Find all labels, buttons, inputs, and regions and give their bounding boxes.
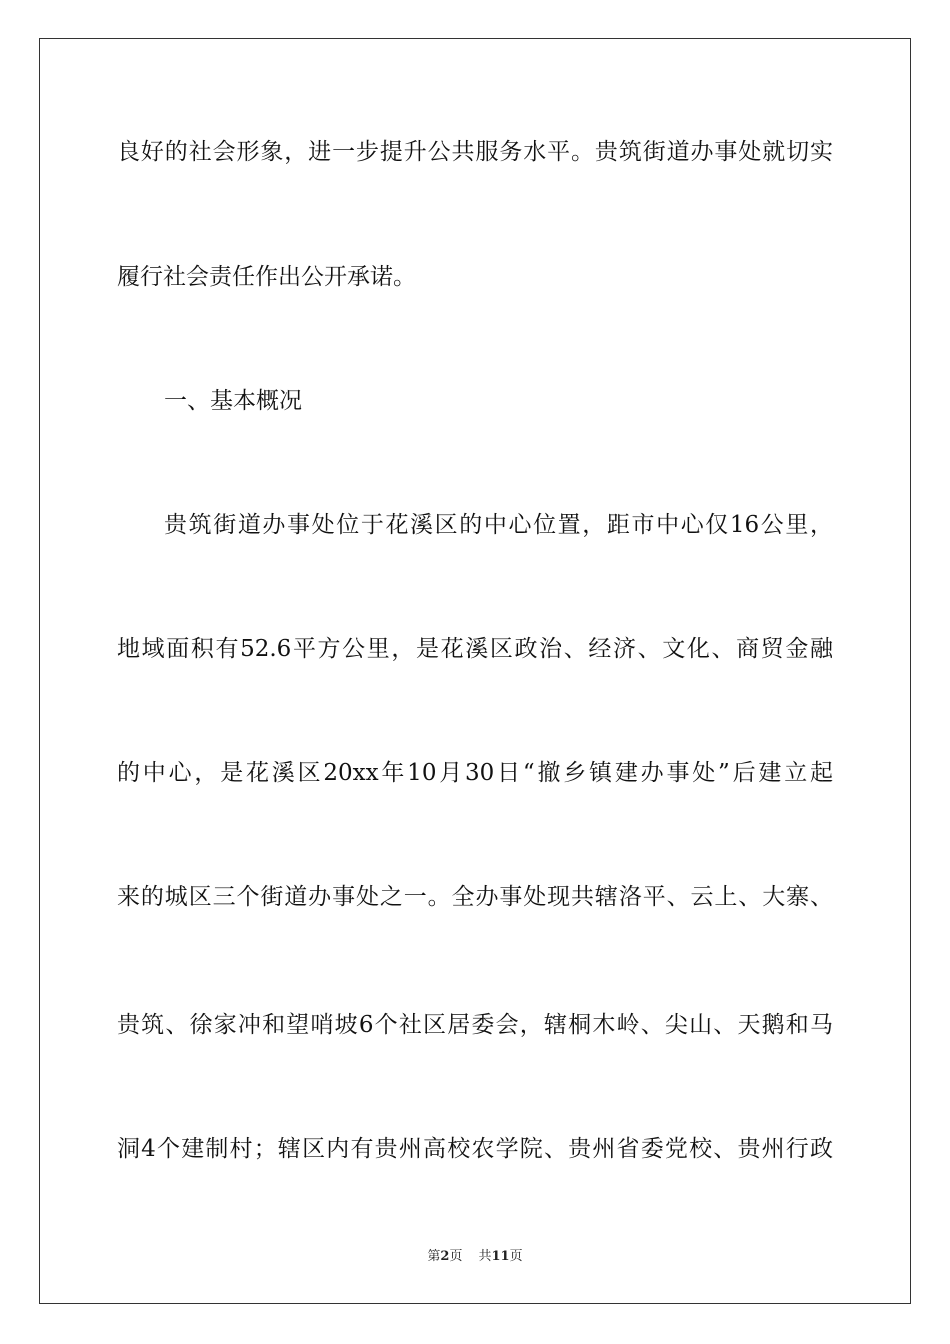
body-line-7: 来的城区三个街道办事处之一。全办事处现共辖洛平、云上、大寨、 — [117, 884, 833, 910]
body-line-9: 洞4个建制村；辖区内有贵州高校农学院、贵州省委党校、贵州行政 — [117, 1136, 833, 1162]
footer-page-prefix: 第 — [427, 1249, 441, 1264]
body-line-5: 地域面积有52.6平方公里，是花溪区政治、经济、文化、商贸金融 — [117, 636, 833, 662]
page-footer — [0, 1248, 950, 1266]
page-border — [39, 38, 911, 1304]
footer-total-prefix: 共 — [478, 1249, 492, 1264]
footer-page-suffix: 页 — [449, 1249, 463, 1264]
footer-total-suffix: 页 — [509, 1249, 523, 1264]
body-line-8: 贵筑、徐家冲和望哨坡6个社区居委会，辖桐木岭、尖山、天鹅和马 — [117, 1012, 833, 1038]
footer-page-current: 2 — [440, 1249, 450, 1264]
footer-total-pages: 11 — [491, 1249, 510, 1264]
body-line-1: 良好的社会形象，进一步提升公共服务水平。贵筑街道办事处就切实 — [117, 139, 833, 165]
section-heading: 一、基本概况 — [164, 388, 302, 414]
body-line-4: 贵筑街道办事处位于花溪区的中心位置，距市中心仅16公里， — [164, 512, 833, 538]
body-line-2: 履行社会责任作出公开承诺。 — [117, 264, 416, 290]
body-line-6: 的中心，是花溪区20xx年10月30日“撤乡镇建办事处”后建立起 — [117, 760, 833, 786]
